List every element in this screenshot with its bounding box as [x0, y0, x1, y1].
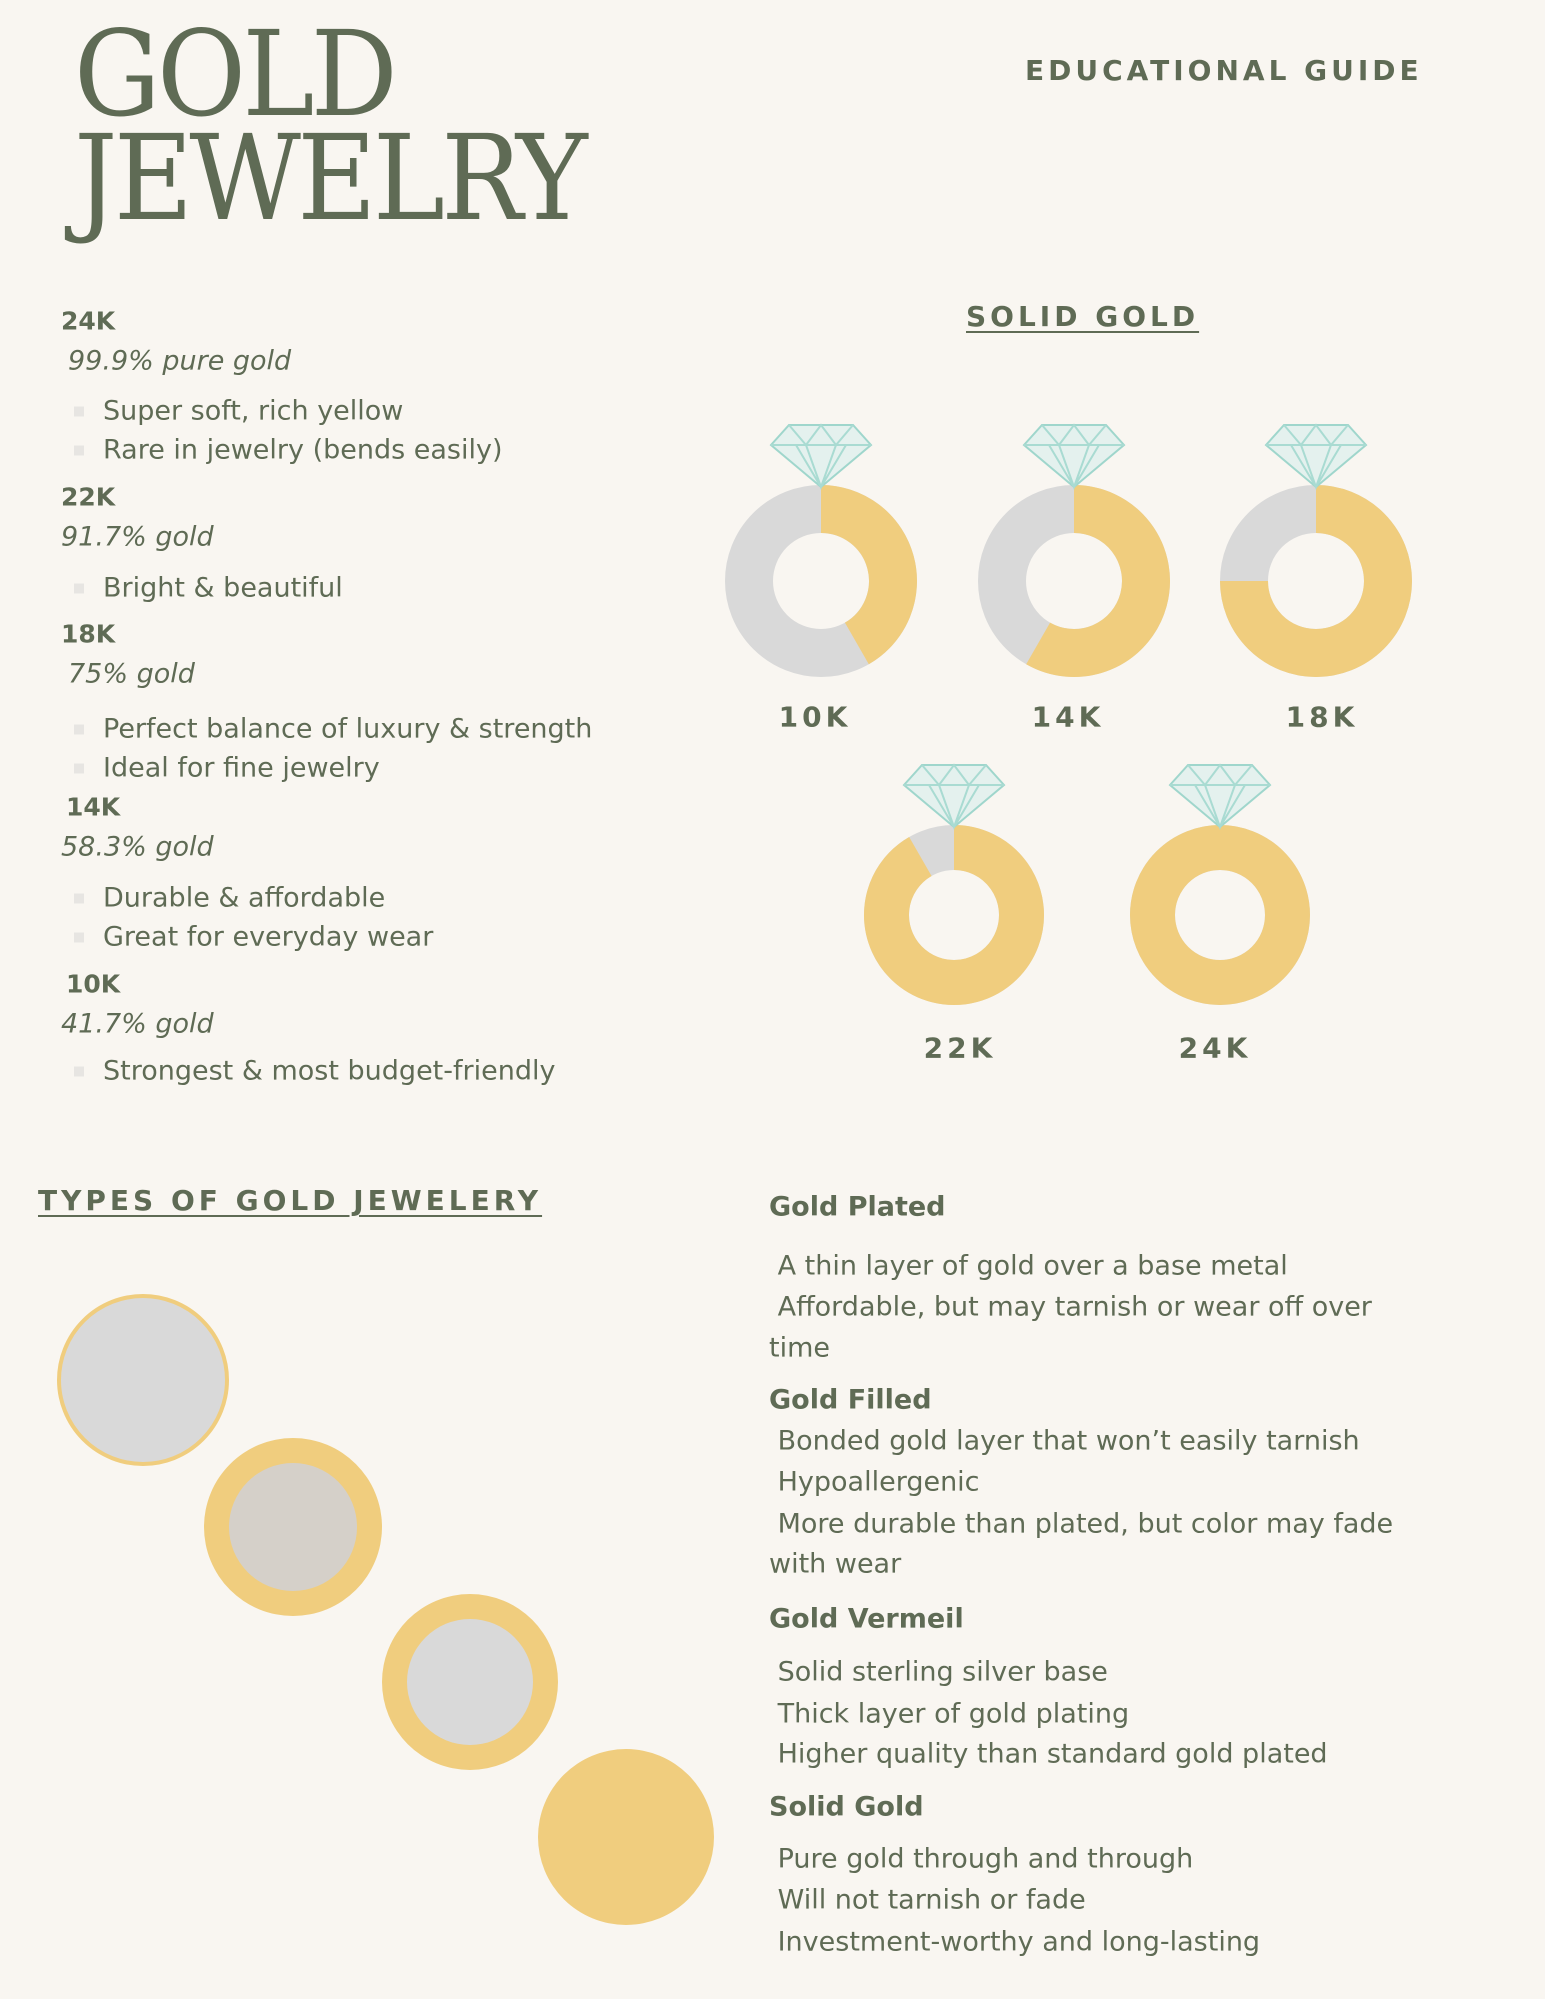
type-line: Solid sterling silver base: [777, 1656, 1108, 1688]
karat-point: Bright & beautiful: [61, 573, 343, 604]
karat-point: Durable & affordable: [61, 883, 385, 914]
diamond-icon: [1024, 425, 1124, 487]
diamond-icon: [771, 425, 871, 487]
type-name: Solid Gold: [769, 1791, 924, 1823]
ring-gold-segment: [1153, 848, 1288, 983]
type-line: Bonded gold layer that won’t easily tarnish: [777, 1425, 1360, 1457]
karat-purity: 91.7% gold: [61, 521, 214, 553]
karat-point: Perfect balance of luxury & strength: [61, 714, 592, 745]
karat-purity: 99.9% pure gold: [68, 345, 292, 377]
ring-label: 10K: [778, 700, 852, 734]
karat-point: Ideal for fine jewelry: [61, 753, 380, 784]
type-line: Investment-worthy and long-lasting: [777, 1926, 1261, 1958]
subtitle: EDUCATIONAL GUIDE: [1025, 54, 1423, 87]
type-line: Affordable, but may tarnish or wear off over: [777, 1291, 1372, 1323]
karat-point: Rare in jewelry (bends easily): [61, 435, 503, 466]
type-name: Gold Vermeil: [769, 1603, 964, 1635]
diamond-icon: [1266, 425, 1366, 487]
gold-filled-circle: [204, 1438, 382, 1616]
title-line-2: JEWELRY: [74, 109, 584, 247]
type-name: Gold Filled: [769, 1384, 932, 1416]
karat-point: Super soft, rich yellow: [61, 396, 403, 427]
title-line-1: GOLD: [74, 5, 395, 143]
diamond-icon: [1170, 765, 1270, 827]
type-line: Pure gold through and through: [777, 1843, 1194, 1875]
karat-label: 10K: [66, 969, 121, 999]
karat-point: Strongest & most budget-friendly: [61, 1056, 555, 1087]
type-line: Thick layer of gold plating: [777, 1698, 1130, 1730]
type-line: Hypoallergenic: [777, 1466, 980, 1498]
type-line: with wear: [769, 1548, 902, 1580]
ring-label: 14K: [1031, 700, 1105, 734]
ring-gold-segment: [821, 509, 893, 643]
gold-vermeil-core: [407, 1619, 533, 1745]
karat-point: Great for everyday wear: [61, 922, 433, 953]
karat-label: 22K: [61, 482, 116, 512]
ring-label: 22K: [923, 1031, 997, 1065]
gold-filled-core: [229, 1463, 357, 1591]
karat-purity: 58.3% gold: [61, 831, 214, 863]
type-line: A thin layer of gold over a base metal: [777, 1250, 1288, 1282]
type-line: time: [769, 1332, 831, 1364]
type-line: More durable than plated, but color may fade: [777, 1508, 1394, 1540]
ring-label: 18K: [1285, 700, 1359, 734]
type-name: Gold Plated: [769, 1191, 946, 1223]
gold-vermeil-circle: [382, 1594, 558, 1770]
karat-label: 14K: [66, 792, 121, 822]
type-line: Will not tarnish or fade: [777, 1884, 1086, 1916]
type-line: Higher quality than standard gold plated: [777, 1738, 1328, 1770]
karat-purity: 75% gold: [68, 658, 195, 690]
types-heading: TYPES OF GOLD JEWELERY: [38, 1184, 543, 1217]
gold-plated-circle: [57, 1294, 229, 1466]
karat-purity: 41.7% gold: [61, 1008, 214, 1040]
solid-gold-circle: [538, 1749, 714, 1925]
karat-label: 18K: [61, 619, 116, 649]
karat-label: 24K: [61, 306, 116, 336]
diamond-icon: [904, 765, 1004, 827]
ring-label: 24K: [1178, 1031, 1252, 1065]
solid-gold-heading: SOLID GOLD: [966, 300, 1200, 333]
